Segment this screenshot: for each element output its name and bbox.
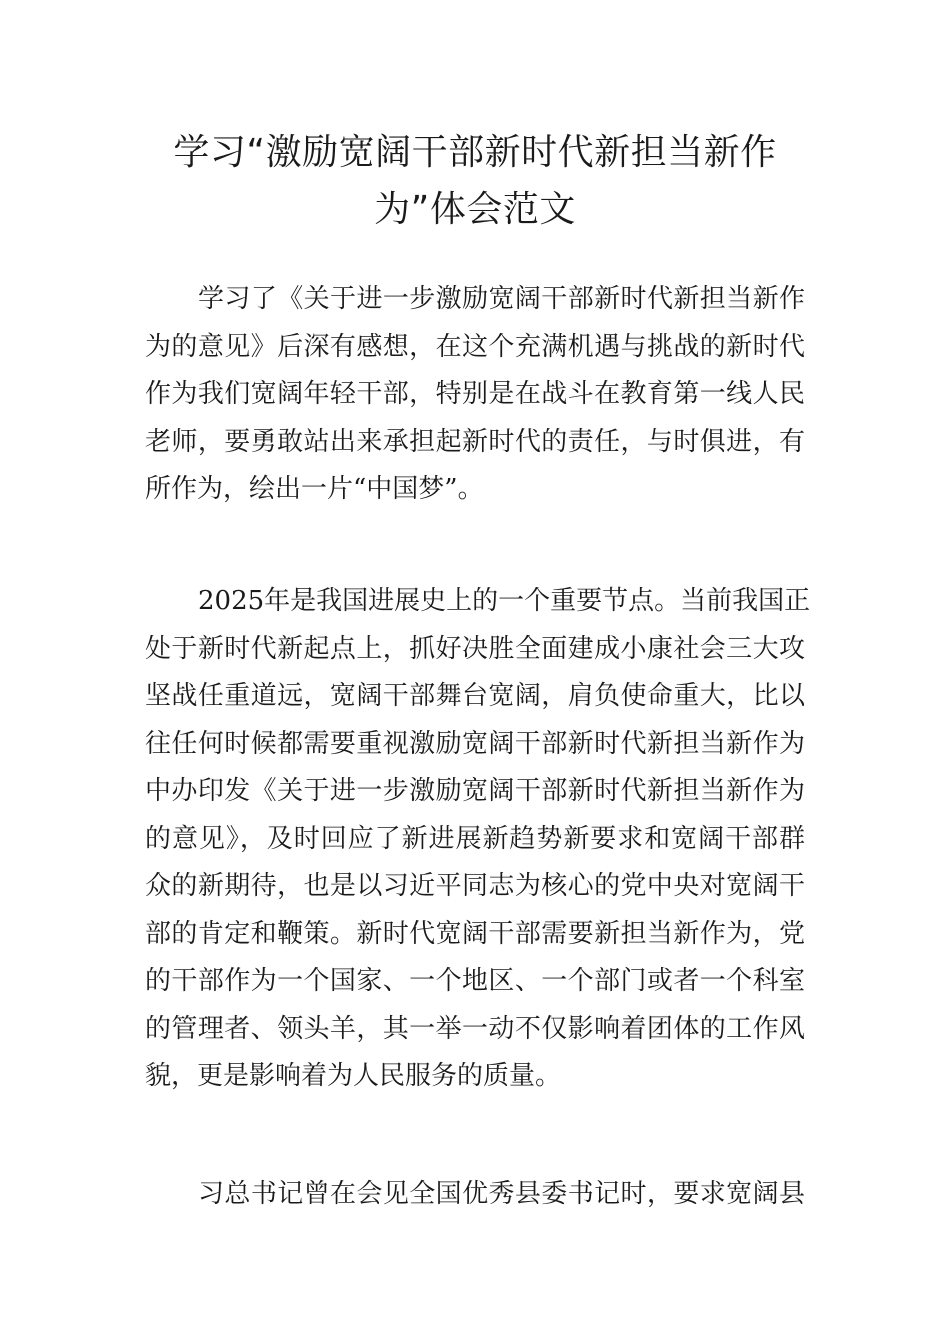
text-line: 坚战任重道远，宽阔干部舞台宽阔，肩负使命重大，比以 — [145, 681, 805, 711]
text-line: 为的意见》后深有感想，在这个充满机遇与挑战的新时代 — [145, 331, 805, 362]
text-line: 学习了《关于进一步激励宽阔干部新时代新担当新作 — [198, 284, 805, 314]
text-line: 部的肯定和鞭策。新时代宽阔干部需要新担当新作为，党 — [145, 918, 805, 949]
text-line: 老师，要勇敢站出来承担起新时代的责任，与时俱进，有 — [145, 426, 805, 457]
paragraph-1 — [145, 276, 805, 514]
text-line: 貌，更是影响着为人民服务的质量。 — [145, 1061, 562, 1091]
text-line: 的管理者、领头羊，其一举一动不仅影响着团体的工作风 — [145, 1013, 805, 1044]
text-line: 2025年是我国进展史上的一个重要节点。当前我国正 — [198, 586, 811, 616]
text-line: 往任何时候都需要重视激励宽阔干部新时代新担当新作为 — [145, 728, 805, 759]
text-line: 习总书记曾在会见全国优秀县委书记时，要求宽阔县 — [198, 1179, 805, 1209]
text-line: 中办印发《关于进一步激励宽阔干部新时代新担当新作为 — [145, 776, 805, 806]
document-title — [145, 124, 805, 238]
title-line: 学习“激励宽阔干部新时代新担当新作 — [173, 132, 777, 173]
paragraph-2 — [145, 578, 811, 1101]
text-line: 所作为，绘出一片“中国梦”。 — [145, 474, 484, 504]
text-line: 处于新时代新起点上，抓好决胜全面建成小康社会三大攻 — [145, 633, 805, 664]
text-line: 众的新期待，也是以习近平同志为核心的党中央对宽阔干 — [145, 871, 805, 901]
text-line: 的意见》，及时回应了新进展新趋势新要求和宽阔干部群 — [145, 823, 805, 854]
text-line: 作为我们宽阔年轻干部，特别是在战斗在教育第一线人民 — [145, 379, 805, 409]
paragraph-3 — [145, 1171, 805, 1219]
title-line: 为”体会范文 — [374, 189, 576, 230]
text-line: 的干部作为一个国家、一个地区、一个部门或者一个科室 — [145, 966, 805, 996]
